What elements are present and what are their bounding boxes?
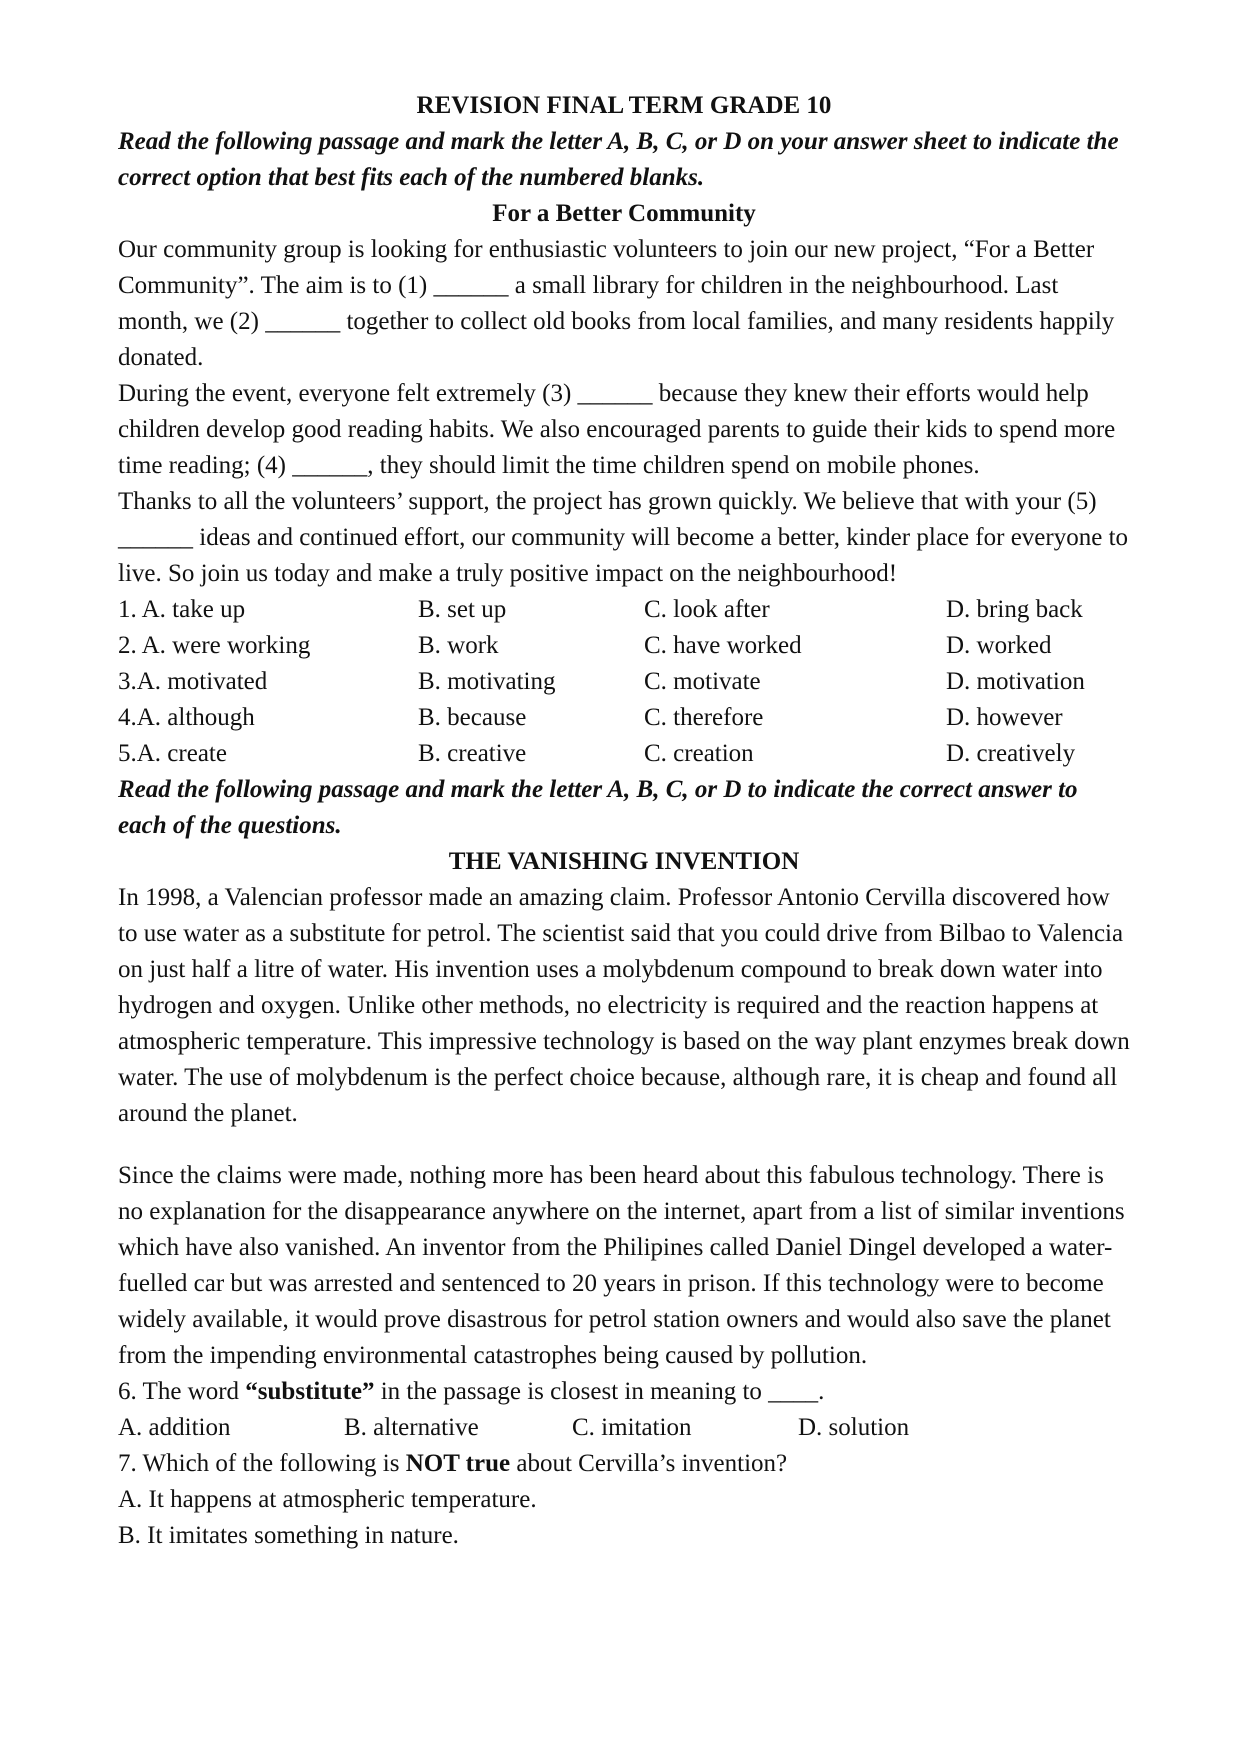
question-7-prefix: 7. Which of the following is — [118, 1450, 406, 1477]
question-6-suffix: in the passage is closest in meaning to ____. — [374, 1378, 825, 1405]
option-4-b: B. because — [418, 704, 527, 731]
option-5-b: B. creative — [418, 740, 527, 767]
option-4-c: C. therefore — [644, 704, 764, 731]
passage-1-paragraph-3: Thanks to all the volunteers’ support, the project has grown quickly. We believe that with your (5) ______ ideas and continued effort, our community will become a better, kinder place for everyone to live. So join us today and make a truly positive impact on the neighbourhood! — [118, 488, 1129, 587]
option-2-c: C. have worked — [644, 632, 802, 659]
options-row-1 — [118, 592, 1130, 628]
instruction-1: Read the following passage and mark the letter A, B, C, or D on your answer sheet to indicate the correct option that best fits each of the numbered blanks. — [118, 128, 1119, 191]
paragraph-spacer — [118, 1132, 1130, 1158]
options-row-3 — [118, 664, 1130, 700]
options-row-2 — [118, 628, 1130, 664]
instruction-2: Read the following passage and mark the letter A, B, C, or D to indicate the correct answer to each of the questions. — [118, 776, 1078, 839]
option-3-b: B. motivating — [418, 668, 556, 695]
passage-2-title: THE VANISHING INVENTION — [448, 848, 800, 875]
question-6 — [118, 1374, 1130, 1410]
passage-1-paragraph-2: During the event, everyone felt extremely (3) ______ because they knew their efforts would help children develop good reading habits. We also encouraged parents to guide their kids to spend more time reading; (4) ______, they should limit the time children spend on mobile phones. — [118, 380, 1116, 479]
option-5-d: D. creatively — [946, 740, 1076, 767]
passage-1-title: For a Better Community — [492, 200, 756, 227]
option-2-b: B. work — [418, 632, 499, 659]
option-5-a: 5.A. create — [118, 740, 227, 767]
option-2-d: D. worked — [946, 632, 1052, 659]
document-title: REVISION FINAL TERM GRADE 10 — [416, 92, 832, 119]
question-6-option-b: B. alternative — [344, 1414, 479, 1441]
question-7-option-a: A. It happens at atmospheric temperature. — [118, 1486, 537, 1513]
question-6-options — [118, 1410, 1130, 1446]
question-6-prefix: 6. The word — [118, 1378, 246, 1405]
passage-2-paragraph-1: In 1998, a Valencian professor made an amazing claim. Professor Antonio Cervilla discovered how to use water as a substitute for petrol. The scientist said that you could drive from Bilbao to Valencia on just half a litre of water. His invention uses a molybdenum compound to break down water into hydrogen and oxygen. Unlike other methods, no electricity is required and the reaction happens at atmospheric temperature. This impressive technology is based on the way plant enzymes break down water. The use of molybdenum is the perfect choice because, although rare, it is cheap and found all around the planet. — [118, 884, 1130, 1127]
passage-2-paragraph-2: Since the claims were made, nothing more has been heard about this fabulous technology. There is no explanation for the disappearance anywhere on the internet, apart from a list of similar inventions which have also vanished. An inventor from the Philipines called Daniel Dingel developed a water-fuelled car but was arrested and sentenced to 20 years in prison. If this technology were to become widely available, it would prove disastrous for petrol station owners and would also save the planet from the impending environmental catastrophes being caused by pollution. — [118, 1162, 1125, 1369]
option-3-a: 3.A. motivated — [118, 668, 268, 695]
options-row-4 — [118, 700, 1130, 736]
option-1-a: 1. A. take up — [118, 596, 246, 623]
question-7-keyword: NOT true — [405, 1450, 511, 1477]
option-2-a: 2. A. were working — [118, 632, 311, 659]
option-3-d: D. motivation — [946, 668, 1085, 695]
option-1-d: D. bring back — [946, 596, 1083, 623]
option-1-b: B. set up — [418, 596, 507, 623]
question-7-option-b: B. It imitates something in nature. — [118, 1522, 459, 1549]
option-4-d: D. however — [946, 704, 1063, 731]
options-row-5 — [118, 736, 1130, 772]
question-7 — [118, 1446, 1130, 1482]
question-6-option-d: D. solution — [798, 1414, 910, 1441]
question-6-option-a: A. addition — [118, 1414, 231, 1441]
question-7-suffix: about Cervilla’s invention? — [510, 1450, 788, 1477]
passage-1-paragraph-1: Our community group is looking for enthusiastic volunteers to join our new project, “For a Better Community”. The aim is to (1) ______ a small library for children in the neighbourhood. Last month, we (2) ______ together to collect old books from local families, and many residents happily donated. — [118, 236, 1115, 371]
question-6-keyword: “substitute” — [245, 1378, 375, 1405]
option-3-c: C. motivate — [644, 668, 761, 695]
option-5-c: C. creation — [644, 740, 754, 767]
option-1-c: C. look after — [644, 596, 770, 623]
question-6-option-c: C. imitation — [572, 1414, 692, 1441]
document-page — [118, 88, 1130, 1554]
answer-options-table — [118, 592, 1130, 772]
option-4-a: 4.A. although — [118, 704, 255, 731]
